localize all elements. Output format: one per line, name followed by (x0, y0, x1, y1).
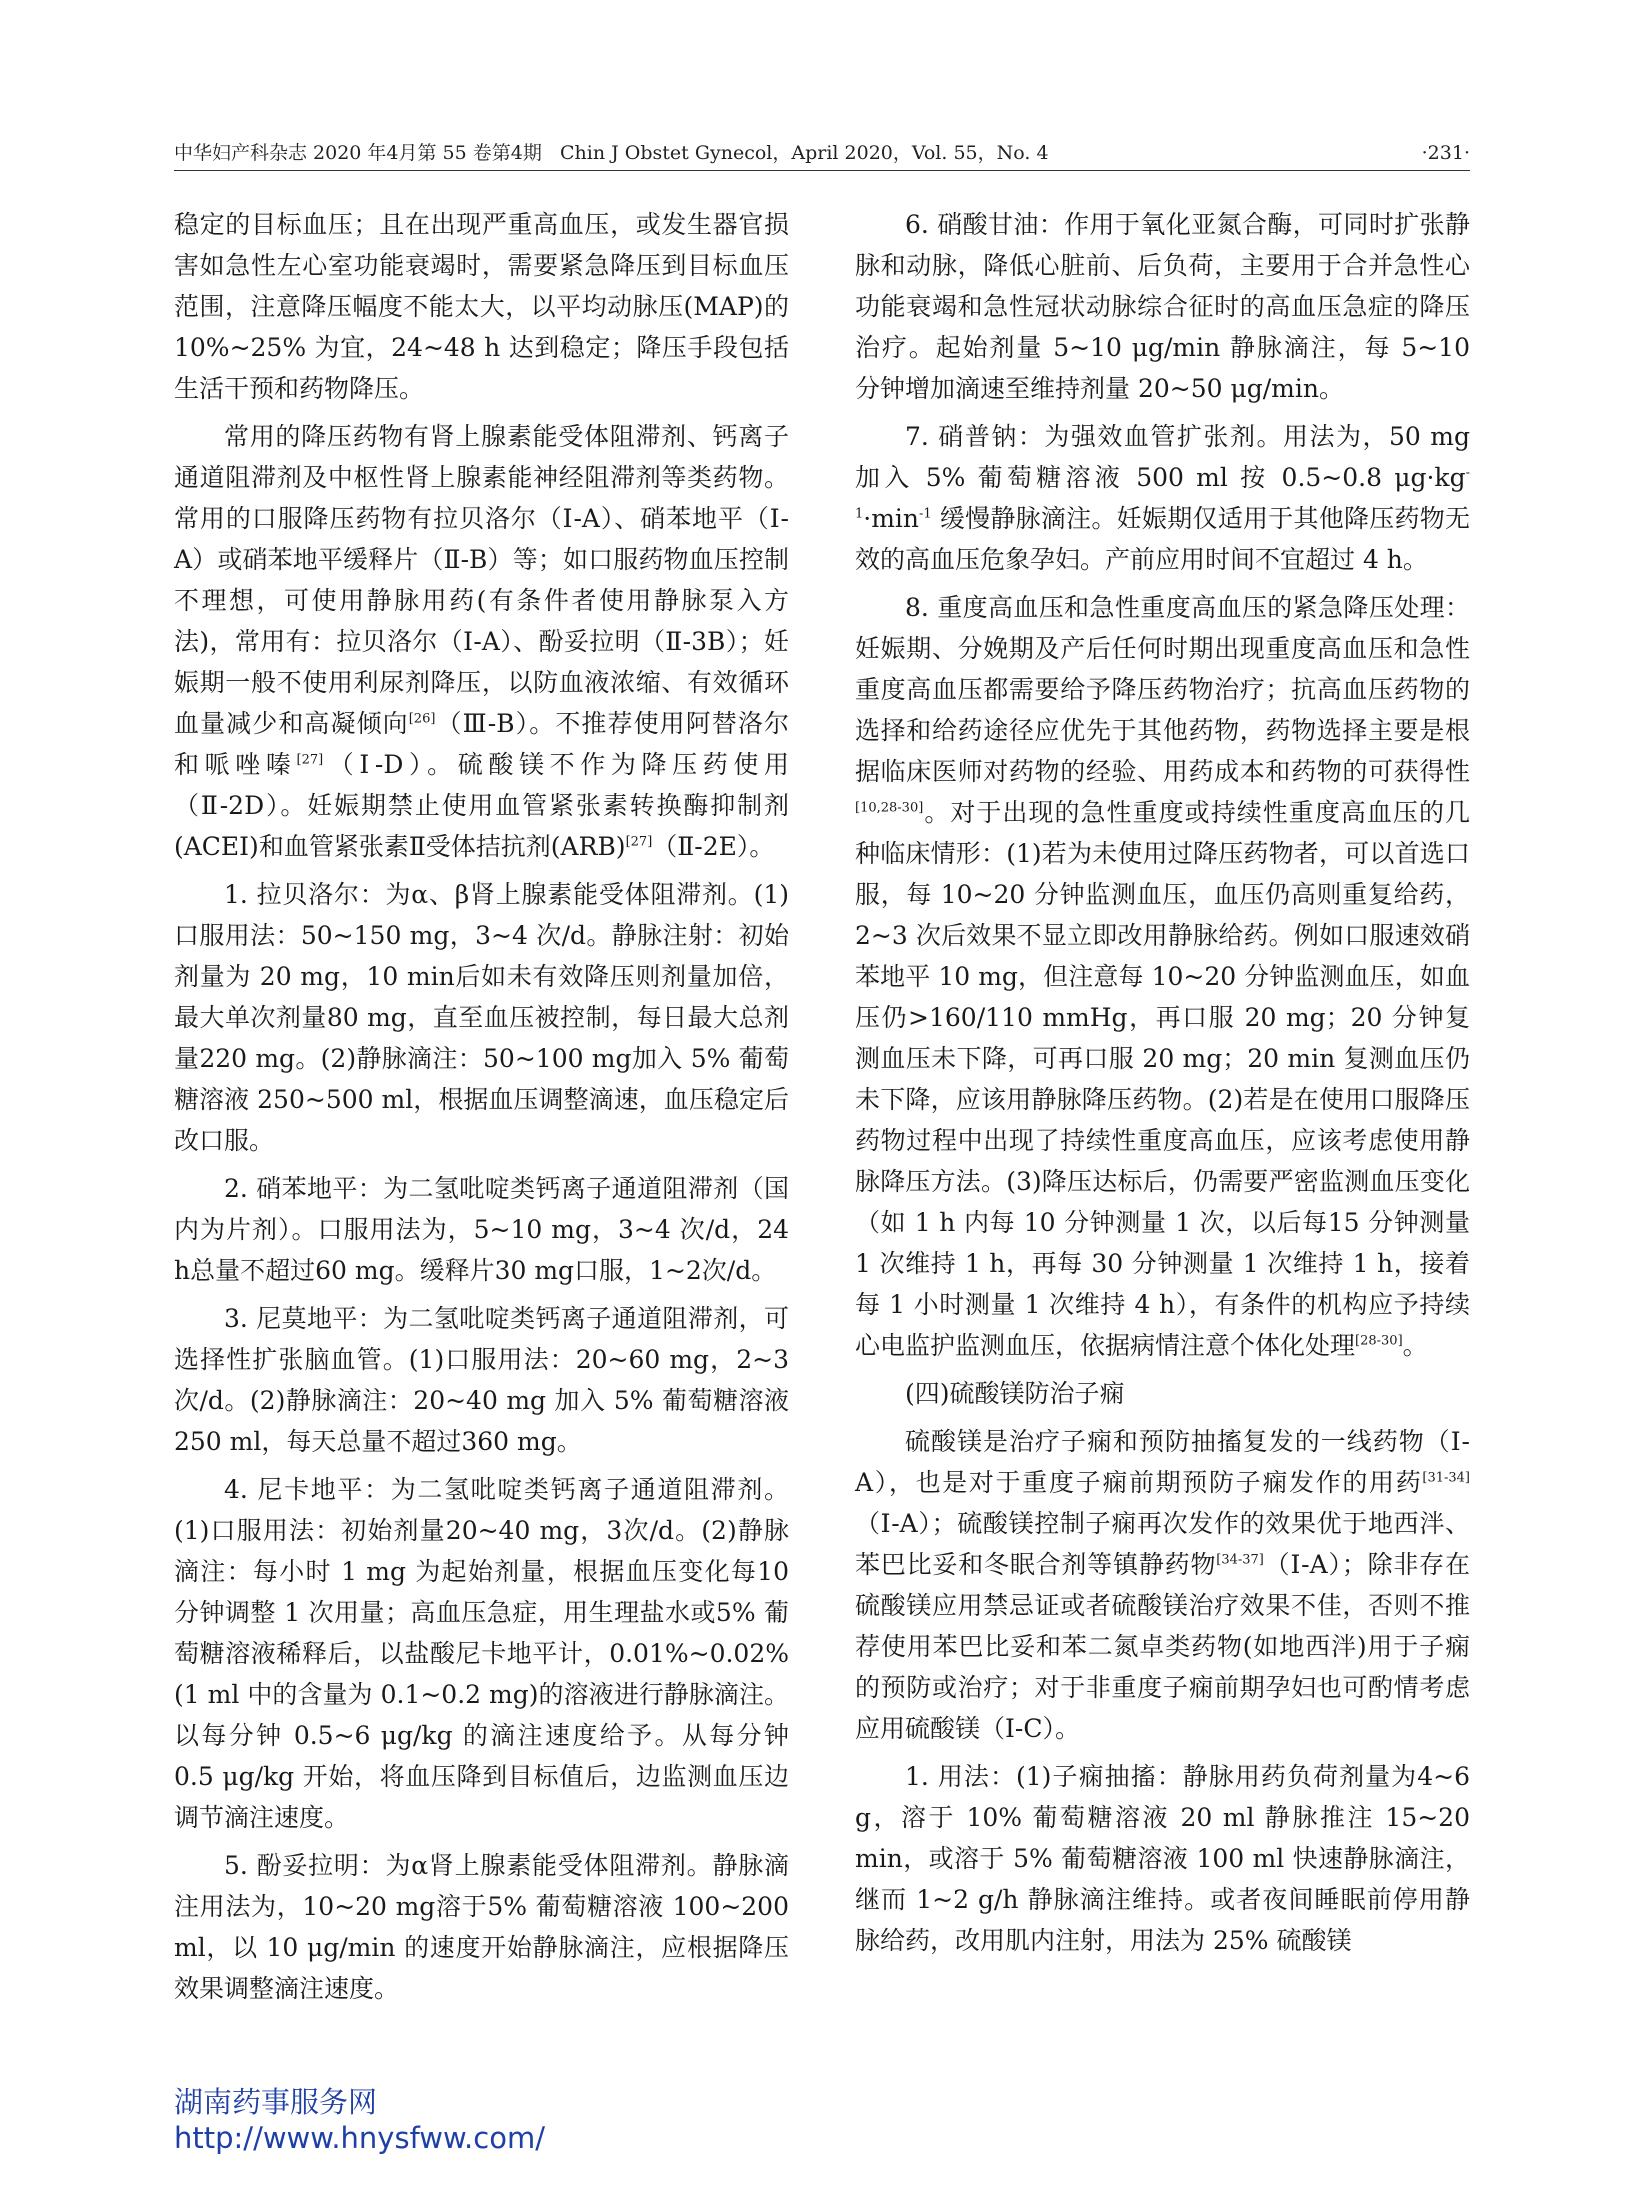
citation-ref: -1 (855, 465, 1470, 522)
paragraph-text: （Ⅲ-B）。不推荐使用阿替洛尔和哌唑嗪 (174, 709, 789, 779)
paragraph-text: 常用的降压药物有肾上腺素能受体阻滞剂、钙离子通道阻滞剂及中枢性肾上腺素能神经阻滞剂等类药物。常用的口服降压药物有拉贝洛尔（Ⅰ-A）、硝苯地平（Ⅰ-A）或硝苯地平缓释片（Ⅱ-B）等；如口服药物血压控制不理想，可使用静脉用药(有条件者使用静脉泵入方法)，常用有：拉贝洛尔（Ⅰ-A）、酚妥拉明（Ⅱ-3B）；妊娠期一般不使用利尿剂降压，以防血液浓缩、有效循环血量减少和高凝倾向 (174, 422, 789, 738)
body-paragraph (174, 416, 789, 867)
paragraph-text: 硫酸镁是治疗子痫和预防抽搐复发的一线药物（Ⅰ-A），也是对于重度子痫前期预防子痫发作的用药 (855, 1427, 1470, 1497)
watermark-footer (174, 2084, 545, 2156)
body-paragraph (855, 416, 1470, 580)
paragraph-text: 。对于出现的急性重度或持续性重度高血压的几种临床情形：(1)若为未使用过降压药物者，可以首选口服，每 10~20 分钟监测血压，血压仍高则重复给药，2~3 次后效果不显立即改用静脉给药。例如口服速效硝苯地平 10 mg，但注意每 10~20 分钟监测血压，如血压仍>160/110 mmHg，再口服 20 mg；20 分钟复测血压未下降，可再口服 20 mg；20 min 复测血压仍未下降，应该用静脉降压药物。(2)若是在使用口服降压药物过程中出现了持续性重度高血压，应该考虑使用静脉降压方法。(3)降压达标后，仍需要严密监测血压变化（如 1 h 内每 10 分钟测量 1 次，以后每15 分钟测量 1 次维持 1 h，再每 30 分钟测量 1 次维持 1 h，接着每 1 小时测量 1 次维持 4 h），有条件的机构应予持续心电监护监测血压，依据病情注意个体化处理 (855, 798, 1470, 1360)
journal-title-en: Chin J Obstet Gynecol，April 2020，Vol. 55，No. 4 (560, 142, 1049, 164)
body-paragraph: 1. 用法：(1)子痫抽搐：静脉用药负荷剂量为4~6 g，溶于 10% 葡萄糖溶液 20 ml 静脉推注 15~20 min，或溶于 5% 葡萄糖溶液 100 ml 快速静脉滴注，继而 1~2 g/h 静脉滴注维持。或者夜间睡眠前停用静脉给药，改用肌内注射，用法为 25% 硫酸镁 (855, 1762, 1470, 1955)
paragraph-text: （Ⅱ-2E）。 (652, 832, 775, 861)
paragraph-text: 7. 硝普钠：为强效血管扩张剂。用法为，50 mg 加入 5% 葡萄糖溶液 500 ml 按 0.5~0.8 μg·kg (855, 422, 1470, 492)
body-paragraph: 1. 拉贝洛尔：为α、β肾上腺素能受体阻滞剂。(1)口服用法：50~150 mg，3~4 次/d。静脉注射：初始剂量为 20 mg，10 min后如未有效降压则剂量加倍，最大单次剂量80 mg，直至血压被控制，每日最大总剂量220 mg。(2)静脉滴注：50~100 mg加入 5% 葡萄糖溶液 250~500 ml，根据血压调整滴速，血压稳定后改口服。 (174, 880, 789, 1155)
citation-ref: [10,28-30] (855, 800, 924, 816)
page-number: ·231· (1421, 142, 1470, 164)
running-header (174, 138, 1470, 165)
citation-ref: [27] (625, 834, 653, 850)
body-paragraph: 6. 硝酸甘油：作用于氧化亚氮合酶，可同时扩张静脉和动脉，降低心脏前、后负荷，主要用于合并急性心功能衰竭和急性冠状动脉综合征时的高血压急症的降压治疗。起始剂量 5~10 μg/min 静脉滴注，每 5~10 分钟增加滴速至维持剂量 20~50 μg/min。 (855, 210, 1470, 403)
body-paragraph: 5. 酚妥拉明：为α肾上腺素能受体阻滞剂。静脉滴注用法为，10~20 mg溶于5% 葡萄糖溶液 100~200 ml，以 10 μg/min 的速度开始静脉滴注，应根据降压效果调整滴注速度。 (174, 1851, 789, 2003)
left-column (174, 204, 789, 2016)
body-paragraph: 稳定的目标血压；且在出现严重高血压，或发生器官损害如急性左心室功能衰竭时，需要紧急降压到目标血压范围，注意降压幅度不能太大，以平均动脉压(MAP)的 10%~25% 为宜，24~48 h 达到稳定；降压手段包括生活干预和药物降压。 (174, 210, 789, 403)
paragraph-text: ·min (863, 504, 920, 533)
site-url[interactable]: http://www.hnysfww.com/ (174, 2121, 545, 2155)
body-paragraph: 2. 硝苯地平：为二氢吡啶类钙离子通道阻滞剂（国内为片剂）。口服用法为，5~10 mg，3~4 次/d，24 h总量不超过60 mg。缓释片30 mg口服，1~2次/d。 (174, 1174, 789, 1285)
paragraph-text: 缓慢静脉滴注。妊娠期仅适用于其他降压药物无效的高血压危象孕妇。产前应用时间不宜超过 4 h。 (855, 504, 1470, 574)
citation-ref: [34-37] (1216, 1552, 1264, 1568)
journal-title-cn: 中华妇产科杂志 2020 年4月第 55 卷第4期 (174, 142, 542, 164)
section-heading: (四)硫酸镁防治子痫 (905, 1379, 1125, 1408)
citation-ref: [27] (296, 752, 324, 768)
body-paragraph: 3. 尼莫地平：为二氢吡啶类钙离子通道阻滞剂，可选择性扩张脑血管。(1)口服用法：20~60 mg，2~3 次/d。(2)静脉滴注：20~40 mg 加入 5% 葡萄糖溶液 250 ml，每天总量不超过360 mg。 (174, 1304, 789, 1456)
body-paragraph (855, 587, 1470, 1366)
paragraph-text: 。 (1402, 1331, 1428, 1360)
citation-ref: [28-30] (1355, 1333, 1403, 1349)
body-paragraph (855, 1421, 1470, 1749)
journal-citation (174, 138, 1049, 165)
paragraph-text: （Ⅰ-A）；除非存在硫酸镁应用禁忌证或者硫酸镁治疗效果不佳，否则不推荐使用苯巴比妥和苯二氮卓类药物(如地西泮)用于子痫的预防或治疗；对于非重度子痫前期孕妇也可酌情考虑应用硫酸镁（Ⅰ-C）。 (855, 1550, 1470, 1743)
header-divider (174, 170, 1470, 171)
paragraph-text: （Ⅰ-D）。硫酸镁不作为降压药使用（Ⅱ-2D）。妊娠期禁止使用血管紧张素转换酶抑制剂(ACEI)和血管紧张素Ⅱ受体拮抗剂(ARB) (174, 750, 789, 861)
citation-ref: [26] (408, 711, 436, 727)
paragraph-text: （Ⅰ-A）；硫酸镁控制子痫再次发作的效果优于地西泮、苯巴比妥和冬眠合剂等镇静药物 (855, 1509, 1470, 1579)
citation-ref: -1 (919, 506, 932, 522)
paragraph-text: 8. 重度高血压和急性重度高血压的紧急降压处理：妊娠期、分娩期及产后任何时期出现重度高血压和急性重度高血压都需要给予降压药物治疗；抗高血压药物的选择和给药途径应优先于其他药物，药物选择主要是根据临床医师对药物的经验、用药成本和药物的可获得性 (855, 593, 1470, 786)
right-column (855, 204, 1470, 1968)
site-name: 湖南药事服务网 (174, 2085, 378, 2119)
body-paragraph: 4. 尼卡地平：为二氢吡啶类钙离子通道阻滞剂。(1)口服用法：初始剂量20~40 mg，3次/d。(2)静脉滴注：每小时 1 mg 为起始剂量，根据血压变化每10 分钟调整 1 次用量；高血压急症，用生理盐水或5% 葡萄糖溶液稀释后，以盐酸尼卡地平计，0.01%~0.02%(1 ml 中的含量为 0.1~0.2 mg)的溶液进行静脉滴注。以每分钟 0.5~6 μg/kg 的滴注速度给予。从每分钟 0.5 μg/kg 开始，将血压降到目标值后，边监测血压边调节滴注速度。 (174, 1475, 789, 1832)
citation-ref: [31-34] (1422, 1470, 1470, 1486)
